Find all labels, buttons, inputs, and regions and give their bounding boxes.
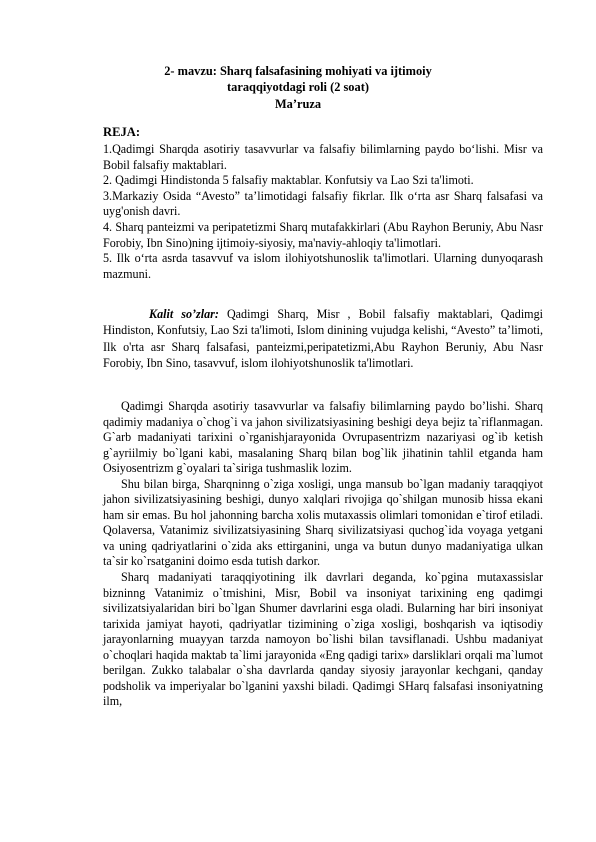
document-subtitle: Ma’ruza <box>274 97 322 111</box>
plan-heading: REJA: <box>103 125 141 139</box>
plan-item: 5. Ilk o‘rta asrda tasavvuf va islom ilohiyotshunoslik ta'limotlari. Ularning dunyoqarash mazmuni. <box>103 251 543 281</box>
body-paragraph: Shu bilan birga, Sharqninng o`ziga xosligi, unga mansub bo`lgan madaniy taraqqiyot jahon sivilizatsiyasining beshigi, dunyo xalqlari rivojiga qo`shilgan munosib hissa ekani ham sir emas. Bu hol jahonning barcha xolis mutaxassis olimlari tomonidan e`tirof etiladi. Qolaversa, Vatanimiz sivilizatsiyasining Sharq sivilizatsiyasi quchog`ida voyaga yetgani va uning qadriyatlarini o`zida aks ettirganini, unga va butun dunyo madaniyatiga ulkan ta`sir ko`rsatganini doimo esda tutish darkor. <box>103 476 543 569</box>
keywords-text: Qadimgi Sharq, Misr , Bobil falsafiy maktablari, Qadimgi Hindiston, Konfutsiy, Lao Szi ta'limoti, Islom dinining vujudga kelishi, “Avesto” ta’limoti, Ilk o'rta asr Sharq falsafasi, panteizmi,peripatetizmi,Abu Rayhon Beruniy, Abu Nasr Forobiy, Ibn Sino, tasavvuf, islom ilohiyotshunoslik ta'limotlari. <box>103 307 543 371</box>
document-title-line-1: 2- mavzu: Sharq falsafasining mohiyati va ijtimoiy <box>164 64 432 78</box>
lecture-body <box>103 399 543 710</box>
plan-item: 2. Qadimgi Hindistonda 5 falsafiy maktablar. Konfutsiy va Lao Szi ta'limoti. <box>103 173 474 188</box>
body-paragraph: Qadimgi Sharqda asotiriy tasavvurlar va falsafiy bilimlarning paydo bo’lishi. Sharq qadimiy madaniya o`chog`i va jahon sivilizatsiyasining beshigi deya bejiz ta`riflanmagan. G`arb madaniyati tarixini o`rganishjarayonida Ovrupasentrizm nazariyasi og`ib ketish g`ayriilmiy bo`lgani kabi, masalaning Sharq bilan bog`lik jihatinin tahlil etganda ham Osiyosentrizm g`oyalari ta`siriga tushmaslik lozim. <box>103 399 543 476</box>
keywords-label: Kalit so’zlar: <box>149 307 219 321</box>
plan-list <box>103 142 543 282</box>
plan-item: 3.Markaziy Osida “Avesto” ta’limotidagi falsafiy fikrlar. Ilk o‘rta asr Sharq falsafasi va uyg'onish davri. <box>103 188 543 219</box>
plan-item: 4. Sharq panteizmi va peripatetizmi Sharq mutafakkirlari (Abu Rayhon Beruniy, Abu Nasr Forobiy, Ibn Sino)ning ijtimoiy-siyosiy, ma'naviy-ahloqiy ta'limotlari. <box>103 219 543 250</box>
document-title-line-2: taraqqiyotdagi roli (2 soat) <box>227 80 369 94</box>
keywords-paragraph <box>103 306 543 372</box>
plan-item: 1.Qadimgi Sharqda asotiriy tasavvurlar va falsafiy bilimlarning paydo bo‘lishi. Misr va Bobil falsafiy maktablari. <box>103 142 543 172</box>
body-paragraph: Sharq madaniyati taraqqiyotining ilk davrlari deganda, ko`pgina mutaxassislar bizninng Vatanimiz o`tmishini, Misr, Bobil va insoniyat tarixining eng qadimgi sivilizatsiyalaridan biri bo`lgan Shumer davrlarini esga oladi. Bularning har biri insoniyat tarixida jamiyat hayoti, qadriyatlar tizimining o`ziga xosligi, boshqarish va iqtisodiy jarayonlarning muayyan tarzda namoyon bo`lishi bilan tavsiflanadi. Ushbu madaniyat o`choqlari haqida maktab ta`limi jarayonida «Eng qadigi tarix» darsliklari orqali ma`lumot berilgan. Zukko talabalar o`sha davrlarda qanday siyosiy jarayonlar kechgani, qanday podsholik va imperiyalar bo`lganini yaxshi biladi. Qadimgi SHarq falsafasi insoniyatning ilm, <box>103 570 543 709</box>
